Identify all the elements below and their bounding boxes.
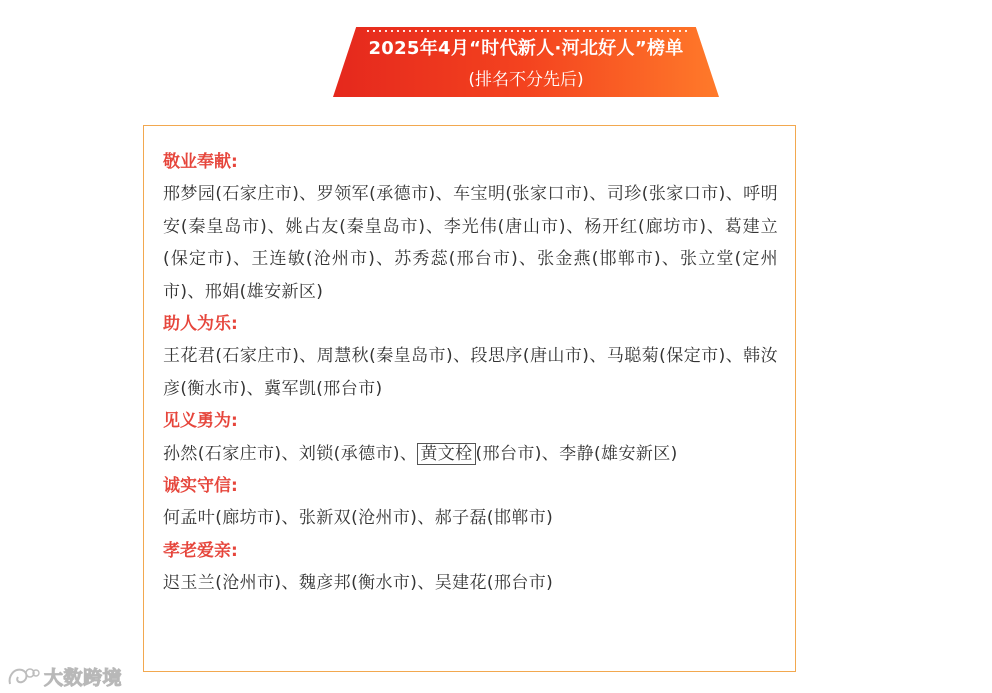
category-names xyxy=(163,438,778,470)
category-honesty xyxy=(163,470,778,535)
category-helping-others xyxy=(163,308,778,405)
category-title: 敬业奉献: xyxy=(163,152,238,172)
watermark xyxy=(6,662,122,690)
banner-title: 2025年4月“时代新人·河北好人”榜单 xyxy=(368,38,684,59)
banner-subtitle: (排名不分先后) xyxy=(468,70,584,90)
category-names: 邢梦园(石家庄市)、罗领军(承德市)、车宝明(张家口市)、司珍(张家口市)、呼明安(秦皇岛市)、姚占友(秦皇岛市)、李光伟(唐山市)、杨开红(廊坊市)、葛建立(保定市)、王连敏(沧州市)、苏秀蕊(邢台市)、张金燕(邯郸市)、张立堂(定州市)、邢娟(雄安新区) xyxy=(163,184,778,302)
banner-dotted-line xyxy=(365,30,687,32)
category-title: 见义勇为: xyxy=(163,411,238,432)
category-dedication xyxy=(163,146,778,308)
category-title: 孝老爱亲: xyxy=(163,540,238,561)
category-title: 诚实守信: xyxy=(163,476,238,497)
honor-list xyxy=(163,146,778,600)
category-names: 王花君(石家庄市)、周慧秋(秦皇岛市)、段思序(唐山市)、马聪菊(保定市)、韩汝彦(衡水市)、冀军凯(邢台市) xyxy=(163,346,778,399)
category-filial-piety xyxy=(163,535,778,600)
category-bravery xyxy=(163,405,778,470)
category-names: 迟玉兰(沧州市)、魏彦邦(衡水市)、吴建花(邢台市) xyxy=(163,573,554,594)
category-names: 何孟叶(廊坊市)、张新双(沧州市)、郝子磊(邯郸市) xyxy=(163,508,554,529)
category-title: 助人为乐: xyxy=(163,314,238,335)
names-before-boxed: 孙然(石家庄市)、刘锁(承德市)、 xyxy=(163,443,418,464)
highlighted-name: 黄文栓 xyxy=(417,443,475,465)
dashuju-logo-icon xyxy=(6,664,40,688)
watermark-text: 大数跨境 xyxy=(44,666,123,689)
names-after-boxed: (邢台市)、李静(雄安新区) xyxy=(475,443,678,464)
